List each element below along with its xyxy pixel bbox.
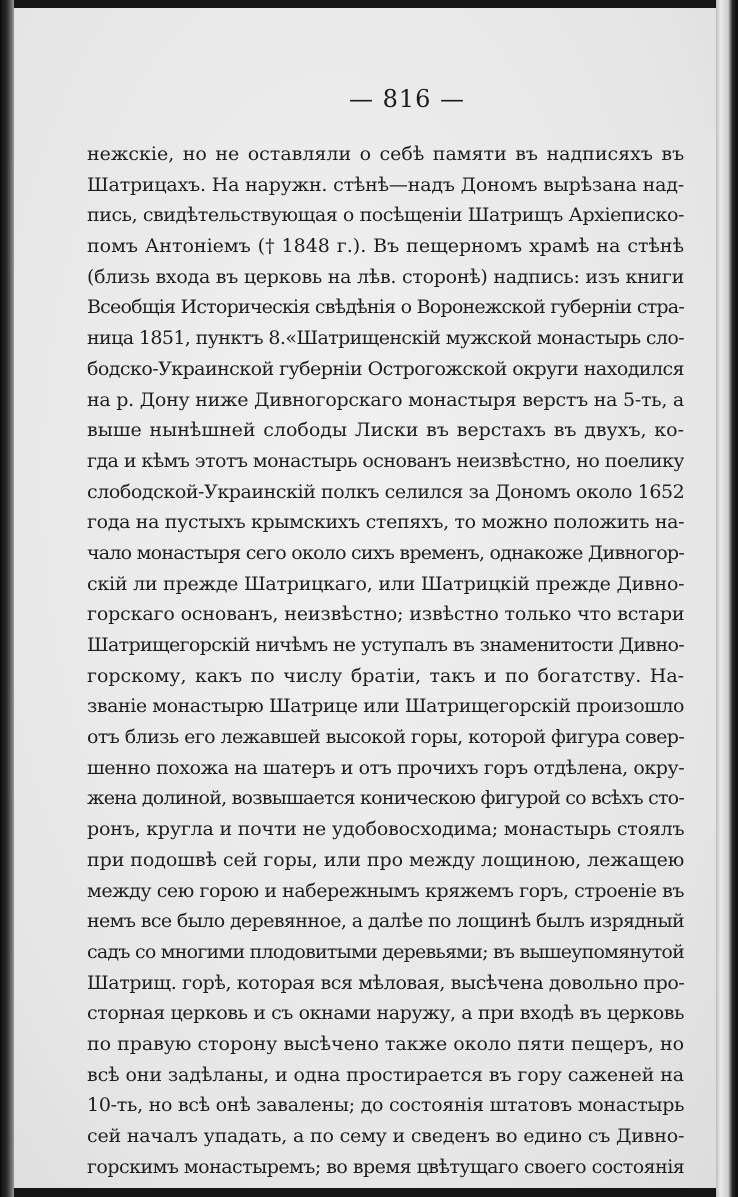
text-line: горскаго основанъ, неизвѣстно; извѣстно только что встари xyxy=(87,603,684,626)
text-line: 10-ть, но всѣ онѣ завалены; до состоянія штатовъ монастырь xyxy=(87,1094,684,1117)
text-line: Шатрищегорскій ничѣмъ не уступалъ въ знаменитости Дивно- xyxy=(87,634,684,656)
text-line: отъ близь его лежавшей высокой горы, которой фигура совер- xyxy=(87,726,684,749)
text-line: (близь входа въ церковь на лѣв. сторонѣ) надпись: изъ книги xyxy=(87,265,684,288)
text-line: Всеобщія Историческія свѣдѣнія о Воронежской губерніи стра- xyxy=(87,296,684,319)
text-line: садъ со многими плодовитыми деревьями; въ вышеупомянутой xyxy=(87,940,684,963)
page-number-text: — 816 — xyxy=(348,85,466,113)
text-line: нежскіе, но не оставляли о себѣ памяти въ надписяхъ въ xyxy=(87,143,684,165)
page-number xyxy=(0,85,738,113)
text-line: ронъ, кругла и почти не удобовосходима; монастырь стоялъ xyxy=(87,818,684,841)
text-line: при подошвѣ сей горы, или про между лощиною, лежащею xyxy=(87,848,684,871)
text-line: немъ все было деревянное, а далѣе по лощинѣ былъ изрядный xyxy=(87,910,684,933)
text-line: слободской-Украинскій полкъ селился за Дономъ около 1652 xyxy=(87,480,684,503)
text-line: шенно похожа на шатеръ и отъ прочихъ горъ отдѣлена, окру- xyxy=(87,756,684,779)
text-line: выше нынѣшней слободы Лиски въ верстахъ въ двухъ, ко- xyxy=(87,419,684,442)
text-line: Шатрицахъ. На наружн. стѣнѣ—надъ Дономъ вырѣзана над- xyxy=(87,173,684,196)
text-line: сторная церковь и съ окнами наружу, а при входѣ въ церковь xyxy=(87,1002,684,1025)
text-line: горскимъ монастыремъ; во время цвѣтущаго своего состоянія xyxy=(87,1155,684,1178)
text-line: чало монастыря сего около сихъ временъ, однакоже Дивногор- xyxy=(87,541,684,564)
text-line: званіе монастырю Шатрице или Шатрищегорскій произошло xyxy=(87,695,684,718)
text-line: Шатрищ. горѣ, которая вся мѣловая, высѣчена довольно про- xyxy=(87,971,684,994)
book-spine-edge xyxy=(0,0,14,1197)
text-line: на р. Дону ниже Дивногорскаго монастыря верстъ на 5-ть, а xyxy=(87,388,684,411)
text-line: скій ли прежде Шатрицкаго, или Шатрицкій прежде Дивно- xyxy=(87,572,684,595)
text-line: бодско-Украинской губерніи Острогожской округи находился xyxy=(87,357,684,380)
text-line: ница 1851, пунктъ 8.«Шатрищенскій мужской монастырь сло- xyxy=(87,327,684,350)
page-body-text xyxy=(87,139,684,1182)
text-line: помъ Антоніемъ († 1848 г.). Въ пещерномъ храмѣ на стѣнѣ xyxy=(87,235,684,258)
text-line: горскому, какъ по числу братіи, такъ и по богатству. На- xyxy=(87,664,684,687)
text-line: года на пустыхъ крымскихъ степяхъ, то можно положить на- xyxy=(87,511,684,534)
text-line: жена долиной, возвышается коническою фигурой со всѣхъ сто- xyxy=(87,787,684,810)
text-line: между сею горою и набережнымъ кряжемъ горъ, строеніе въ xyxy=(87,879,684,902)
page-stack-edge xyxy=(716,0,738,1197)
text-line: пись, свидѣтельствующая о посѣщеніи Шатрищъ Архіеписко- xyxy=(87,204,684,227)
text-line: по правую сторону высѣчено также около пяти пещеръ, но xyxy=(87,1032,684,1055)
text-line: всѣ они задѣланы, и одна простирается въ гору саженей на xyxy=(87,1063,684,1086)
text-line: сей началъ упадать, а по сему и сведенъ во едино съ Дивно- xyxy=(87,1125,684,1147)
text-line: гда и кѣмъ этотъ монастырь основанъ неизвѣстно, но поелику xyxy=(87,449,684,472)
